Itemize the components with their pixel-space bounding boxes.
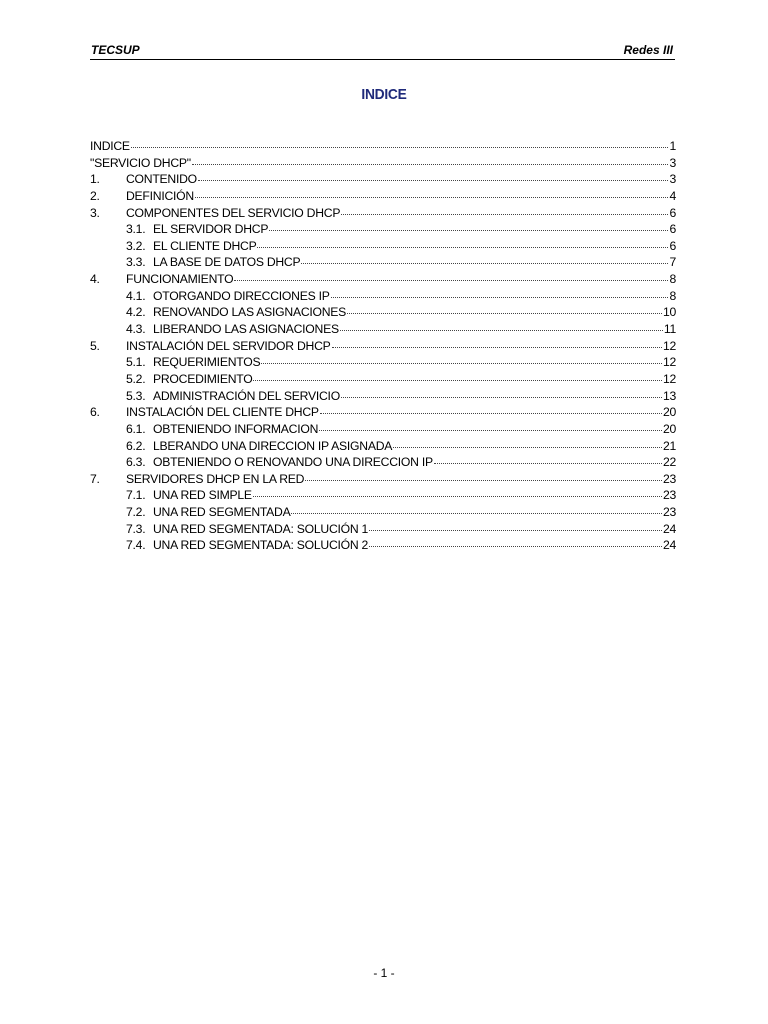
toc-entry-title: "SERVICIO DHCP"	[90, 155, 191, 170]
page-number: - 1 -	[373, 966, 395, 980]
toc-entry[interactable]	[90, 188, 676, 205]
toc-dot-leader	[291, 513, 661, 514]
toc-entry-number: 4.2.	[126, 305, 146, 320]
toc-dot-leader	[261, 363, 662, 364]
toc-entry-title: INSTALACIÓN DEL SERVIDOR DHCP	[126, 338, 331, 353]
header-right: Redes III	[623, 43, 673, 57]
page-title: INDICE	[361, 86, 407, 103]
toc-entry-page: 24	[662, 538, 676, 553]
toc-dot-leader	[305, 480, 662, 481]
toc-entry-page: 22	[662, 455, 676, 470]
toc-entry-page: 21	[662, 438, 676, 453]
toc-entry[interactable]	[90, 221, 676, 238]
toc-entry-title: UNA RED SEGMENTADA	[153, 505, 291, 520]
toc-dot-leader	[131, 147, 669, 148]
toc-entry-title: UNA RED SEGMENTADA: SOLUCIÓN 1	[153, 521, 369, 536]
toc-entry-number: 4.3.	[126, 322, 146, 337]
toc-entry[interactable]	[90, 338, 676, 355]
toc-entry-number: 5.2.	[126, 371, 146, 386]
toc-entry-title: REQUERIMIENTOS	[153, 355, 261, 370]
toc-entry[interactable]	[90, 371, 676, 388]
toc-dot-leader	[341, 214, 668, 215]
toc-entry-page: 10	[662, 305, 676, 320]
toc-entry-number: 7.	[90, 471, 100, 486]
toc-entry[interactable]	[90, 271, 676, 288]
toc-entry-number: 3.3.	[126, 255, 146, 270]
toc-entry-title: FUNCIONAMIENTO	[126, 272, 234, 287]
toc-dot-leader	[369, 530, 662, 531]
toc-entry[interactable]	[90, 454, 676, 471]
toc-entry-number: 1.	[90, 172, 100, 187]
toc-entry-page: 7	[669, 255, 676, 270]
toc-entry-page: 13	[662, 388, 676, 403]
toc-dot-leader	[319, 430, 662, 431]
toc-entry-page: 24	[662, 521, 676, 536]
toc-dot-leader	[434, 463, 662, 464]
toc-entry-title: UNA RED SEGMENTADA: SOLUCIÓN 2	[153, 538, 369, 553]
toc-entry-number: 6.	[90, 405, 100, 420]
toc-entry-page: 8	[669, 272, 676, 287]
toc-entry-title: DEFINICIÓN	[126, 188, 194, 203]
toc-entry-number: 5.1.	[126, 355, 146, 370]
toc-entry-page: 6	[669, 222, 676, 237]
toc-dot-leader	[331, 297, 669, 298]
toc-entry-title: LBERANDO UNA DIRECCION IP ASIGNADA	[153, 438, 393, 453]
toc-dot-leader	[195, 197, 669, 198]
toc-entry-title: INDICE	[90, 139, 130, 153]
toc-entry-title: COMPONENTES DEL SERVICIO DHCP	[126, 205, 341, 220]
toc-entry[interactable]	[90, 288, 676, 305]
toc-entry-title: OBTENIENDO O RENOVANDO UNA DIRECCION IP	[153, 455, 433, 470]
toc-entry-title: LA BASE DE DATOS DHCP	[153, 255, 301, 270]
toc-entry-page: 12	[662, 355, 676, 370]
toc-entry-number: 3.	[90, 205, 100, 220]
toc-entry[interactable]	[90, 171, 676, 188]
toc-entry-title: ADMINISTRACIÓN DEL SERVICIO	[153, 388, 340, 403]
toc-entry-page: 11	[663, 322, 676, 337]
toc-entry-title: OTORGANDO DIRECCIONES IP	[153, 288, 330, 303]
toc-entry-title: RENOVANDO LAS ASIGNACIONES	[153, 305, 347, 320]
toc-entry-page: 6	[669, 238, 676, 253]
toc-entry-number: 7.3.	[126, 521, 146, 536]
toc-entry[interactable]	[90, 304, 676, 321]
toc-entry-page: 20	[662, 405, 676, 420]
toc-dot-leader	[198, 180, 669, 181]
toc-entry[interactable]	[90, 238, 676, 255]
header-left: TECSUP	[91, 43, 140, 57]
toc-dot-leader	[347, 313, 662, 314]
page-header	[90, 42, 675, 60]
toc-entry-page: 12	[662, 338, 676, 353]
toc-entry-page: 4	[669, 188, 676, 203]
toc-entry-number: 3.1.	[126, 222, 146, 237]
toc-entry[interactable]	[90, 487, 676, 504]
toc-entry-page: 20	[662, 421, 676, 436]
toc-entry-number: 7.4.	[126, 538, 146, 553]
toc-dot-leader	[257, 247, 668, 248]
toc-entry[interactable]	[90, 421, 676, 438]
toc-dot-leader	[253, 496, 662, 497]
toc-entry[interactable]	[90, 321, 676, 338]
toc-entry-page: 23	[662, 471, 676, 486]
toc-dot-leader	[341, 397, 662, 398]
toc-entry-number: 5.	[90, 338, 100, 353]
toc-entry-title: INSTALACIÓN DEL CLIENTE DHCP	[126, 405, 319, 420]
toc-entry-title: PROCEDIMIENTO	[153, 371, 253, 386]
toc-entry-page: 23	[662, 505, 676, 520]
toc-entry-number: 2.	[90, 188, 100, 203]
toc-entry-title: CONTENIDO	[126, 172, 197, 187]
toc-dot-leader	[340, 330, 663, 331]
toc-dot-leader	[301, 263, 668, 264]
toc-dot-leader	[332, 347, 662, 348]
toc-entry-title: LIBERANDO LAS ASIGNACIONES	[153, 322, 339, 337]
toc-entry-page: 23	[662, 488, 676, 503]
toc-entry[interactable]	[90, 354, 676, 371]
toc-entry-title: EL SERVIDOR DHCP	[153, 222, 269, 237]
toc-dot-leader	[192, 164, 669, 165]
toc-entry-page: 3	[669, 155, 676, 170]
toc-entry-page: 6	[669, 205, 676, 220]
toc-entry[interactable]	[90, 438, 676, 455]
toc-entry-page: 12	[662, 371, 676, 386]
toc-entry[interactable]	[90, 521, 676, 538]
toc-dot-leader	[369, 546, 662, 547]
toc-entry[interactable]	[90, 254, 676, 271]
toc-entry-page: 3	[669, 172, 676, 187]
toc-dot-leader	[320, 413, 662, 414]
toc-entry-number: 4.	[90, 272, 100, 287]
toc-entry[interactable]	[90, 205, 676, 222]
toc-entry[interactable]	[90, 537, 676, 554]
toc-entry[interactable]	[90, 138, 676, 155]
toc-entry-title: UNA RED SIMPLE	[153, 488, 252, 503]
toc-entry-number: 4.1.	[126, 288, 146, 303]
toc-dot-leader	[253, 380, 661, 381]
toc-entry-number: 7.1.	[126, 488, 146, 503]
toc-dot-leader	[393, 447, 662, 448]
toc-entry-number: 5.3.	[126, 388, 146, 403]
toc-entry[interactable]	[90, 155, 676, 172]
toc-entry-page: 1	[669, 139, 676, 153]
toc-entry-number: 6.1.	[126, 421, 146, 436]
toc-entry-title: EL CLIENTE DHCP	[153, 238, 257, 253]
toc-entry-number: 7.2.	[126, 505, 146, 520]
toc-entry-title: SERVIDORES DHCP EN LA RED	[126, 471, 305, 486]
table-of-contents	[90, 138, 676, 554]
toc-entry-number: 3.2.	[126, 238, 146, 253]
toc-dot-leader	[269, 230, 668, 231]
toc-entry[interactable]	[90, 471, 676, 488]
toc-entry-number: 6.2.	[126, 438, 146, 453]
toc-entry[interactable]	[90, 404, 676, 421]
toc-dot-leader	[234, 280, 668, 281]
toc-entry-title: OBTENIENDO INFORMACION	[153, 421, 319, 436]
toc-entry[interactable]	[90, 388, 676, 405]
toc-entry-page: 8	[669, 288, 676, 303]
toc-entry-number: 6.3.	[126, 455, 146, 470]
toc-entry[interactable]	[90, 504, 676, 521]
